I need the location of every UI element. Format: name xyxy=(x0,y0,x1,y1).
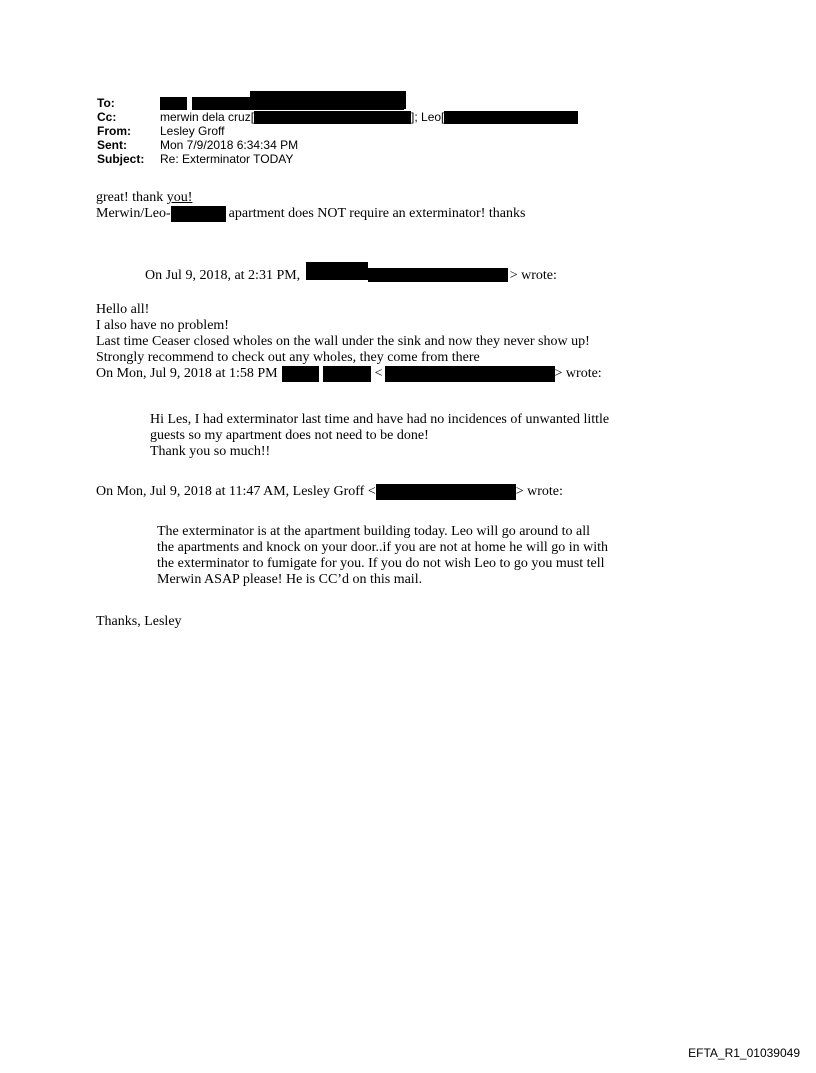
quote2-intro xyxy=(96,366,602,382)
header-from-row xyxy=(97,124,737,138)
quote-line: I also have no problem! xyxy=(96,318,229,333)
quote-line: guests so my apartment does not need to be done! xyxy=(150,428,429,443)
redaction-block xyxy=(444,111,578,124)
redaction-block xyxy=(306,262,368,280)
header-to-row xyxy=(97,96,737,110)
redaction-block xyxy=(254,111,411,124)
quote-line: Merwin ASAP please! He is CC’d on this mail. xyxy=(157,572,423,587)
reply-text: great! thank xyxy=(96,190,167,205)
redaction-block xyxy=(376,484,516,500)
quote3-body xyxy=(157,524,608,588)
to-value xyxy=(160,96,404,110)
quote-line: Hello all! xyxy=(96,302,150,317)
redaction-block xyxy=(368,268,508,282)
reply-text: apartment does NOT require an exterminator! thanks xyxy=(228,206,526,222)
quote-line: Hi Les, I had exterminator last time and have had no incidences of unwanted little xyxy=(150,412,610,427)
quote-line: Thank you so much!! xyxy=(150,444,271,459)
redaction-block xyxy=(323,366,371,382)
quote-line: The exterminator is at the apartment building today. Leo will go around to all xyxy=(157,524,590,539)
email-header xyxy=(97,96,737,166)
signoff: Thanks, Lesley xyxy=(96,614,182,629)
quote-intro-text: On Mon, Jul 9, 2018 at 1:58 PM xyxy=(96,366,278,382)
quote-line: the exterminator to fumigate for you. If you do not wish Leo to go you must tell xyxy=(157,556,605,571)
quote-line: the apartments and knock on your door..if you are not at home he will go in with xyxy=(157,540,609,555)
redaction-block xyxy=(192,97,404,110)
quote-intro-text: On Mon, Jul 9, 2018 at 11:47 AM, Lesley Groff < xyxy=(96,484,376,500)
quote1-intro xyxy=(145,262,557,284)
to-label: To: xyxy=(97,96,115,110)
quote-intro-text: < xyxy=(374,366,383,382)
redaction-block xyxy=(171,206,226,222)
quote-intro-text: > wrote: xyxy=(515,484,563,500)
redaction-block xyxy=(385,366,555,382)
redaction-block xyxy=(282,366,319,382)
header-cc-row xyxy=(97,110,737,124)
quote-intro-text: On Jul 9, 2018, at 2:31 PM, xyxy=(145,268,301,283)
reply-line-2 xyxy=(96,206,525,222)
document-id: EFTA_R1_01039049 xyxy=(688,1046,800,1060)
subject-label: Subject: xyxy=(97,152,145,166)
quote1-body xyxy=(96,302,602,382)
reply-line-1 xyxy=(96,190,525,206)
redaction-block xyxy=(160,97,187,110)
reply-text: you! xyxy=(166,190,193,205)
header-subject-row xyxy=(97,152,737,166)
sent-label: Sent: xyxy=(97,138,127,152)
cc-name: merwin dela cruz[ xyxy=(160,110,255,124)
quote-line: Last time Ceaser closed wholes on the wall under the sink and now they never show up! xyxy=(96,334,590,349)
quote2-body xyxy=(150,412,609,460)
quote3-intro xyxy=(96,484,563,500)
quote-line: Strongly recommend to check out any wholes, they come from there xyxy=(96,350,480,365)
reply-body xyxy=(96,190,525,222)
header-sent-row xyxy=(97,138,737,152)
reply-text: Merwin/Leo- xyxy=(96,206,171,222)
sent-value: Mon 7/9/2018 6:34:34 PM xyxy=(160,138,299,152)
from-label: From: xyxy=(97,124,131,138)
cc-separator: ]; Leo[ xyxy=(411,110,445,124)
quote-intro-text: > wrote: xyxy=(554,366,602,382)
cc-label: Cc: xyxy=(97,110,117,124)
subject-value: Re: Exterminator TODAY xyxy=(160,152,294,166)
quote-intro-text: > wrote: xyxy=(509,268,557,283)
from-value: Lesley Groff xyxy=(160,124,225,138)
cc-value xyxy=(160,110,578,124)
